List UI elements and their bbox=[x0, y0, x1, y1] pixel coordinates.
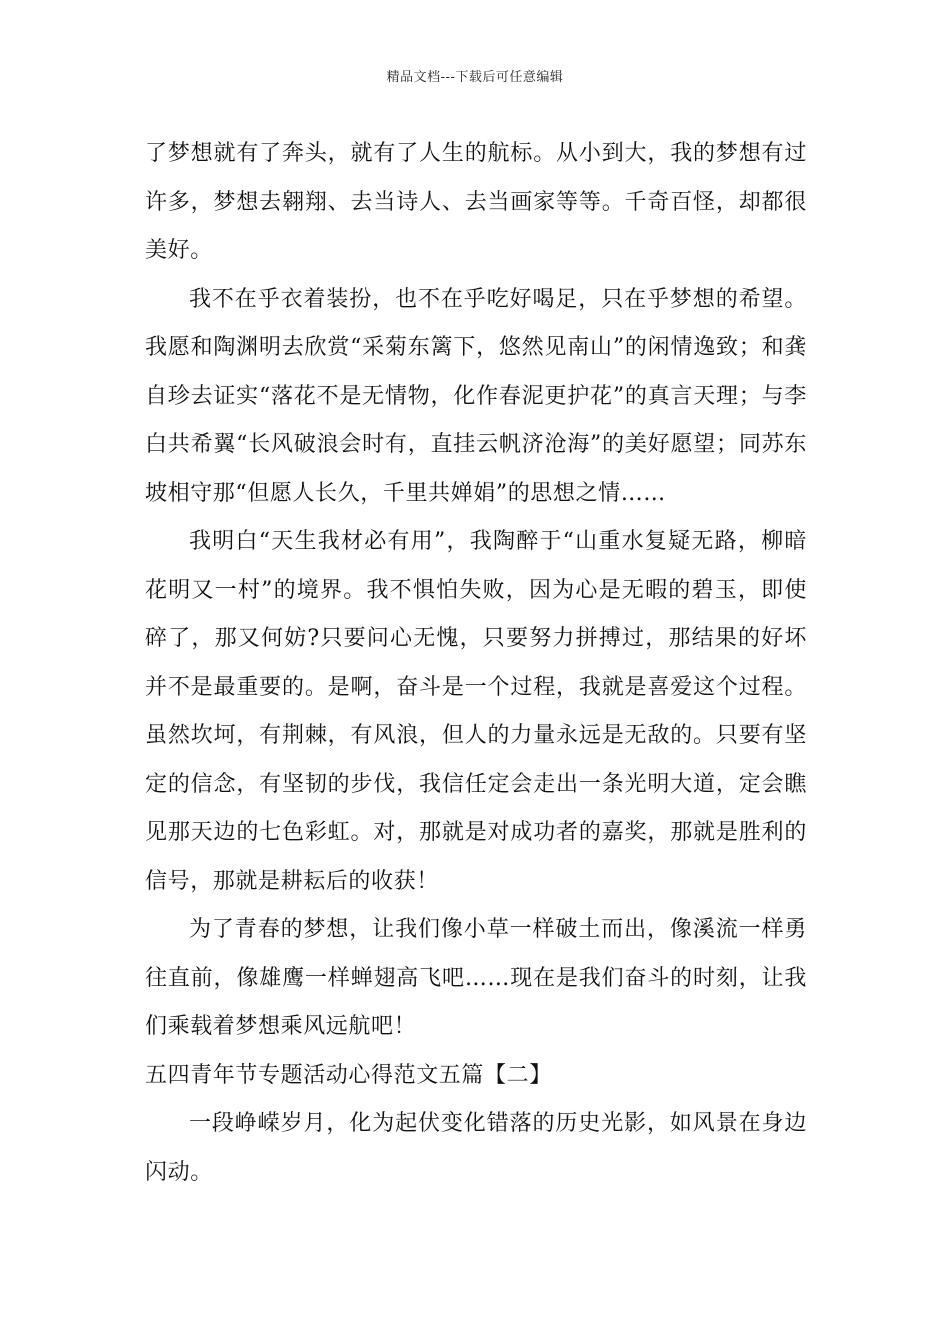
paragraph-4: 为了青春的梦想，让我们像小草一样破土而出，像溪流一样勇往直前，像雄鹰一样蝉翅高飞吧……现在是我们奋斗的时刻，让我们乘载着梦想乘风远航吧！ bbox=[145, 917, 807, 1039]
paragraph-5: 一段峥嵘岁月，化为起伏变化错落的历史光影，如风景在身边闪动。 bbox=[145, 1111, 807, 1185]
document-body bbox=[145, 130, 807, 1197]
paragraph-3: 我明白“天生我材必有用”，我陶醉于“山重水复疑无路，柳暗花明又一村”的境界。我不惧怕失败，因为心是无暇的碧玉，即使碎了，那又何妨?只要问心无愧，只要努力拼搏过，那结果的好坏并不是最重要的。是啊，奋斗是一个过程，我就是喜爱这个过程。虽然坎坷，有荆棘，有风浪，但人的力量永远是无敌的。只要有坚定的信念，有坚韧的步伐，我信任定会走出一条光明大道，定会瞧见那天边的七色彩虹。对，那就是对成功者的嘉奖，那就是胜利的信号，那就是耕耘后的收获！ bbox=[145, 529, 807, 894]
paragraph-2: 我不在乎衣着装扮，也不在乎吃好喝足，只在乎梦想的希望。我愿和陶渊明去欣赏“采菊东篱下，悠然见南山”的闲情逸致；和龚自珍去证实“落花不是无情物，化作春泥更护花”的真言天理；与李白共希翼“长风破浪会时有，直挂云帆济沧海”的美好愿望；同苏东坡相守那“但愿人长久，千里共婵娟”的思想之情…… bbox=[145, 286, 807, 506]
section-heading: 五四青年节专题活动心得范文五篇【二】 bbox=[145, 1062, 552, 1088]
paragraph-1: 了梦想就有了奔头，就有了人生的航标。从小到大，我的梦想有过许多，梦想去翱翔、去当诗人、去当画家等等。千奇百怪，却都很美好。 bbox=[145, 141, 807, 263]
page-header: 精品文档---下载后可任意编辑 bbox=[386, 70, 564, 85]
